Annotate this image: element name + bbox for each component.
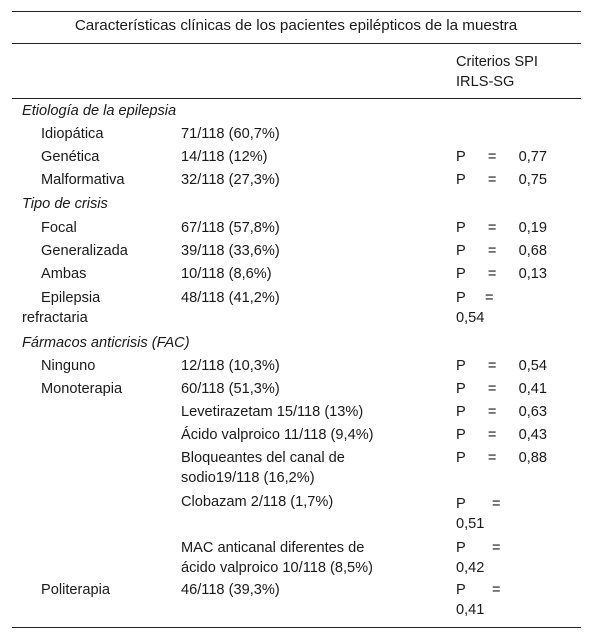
p-eq: = bbox=[492, 540, 501, 556]
row-label: Generalizada bbox=[41, 243, 128, 259]
row-label: Malformativa bbox=[41, 172, 125, 188]
p-value: P = 0,13 bbox=[456, 266, 547, 282]
row-label: Politerapia bbox=[41, 582, 110, 598]
row-label: Ambas bbox=[41, 266, 87, 282]
p-value: P = 0,41 bbox=[456, 381, 547, 397]
row-label: Genética bbox=[41, 149, 100, 165]
row-label: Epilepsia bbox=[41, 290, 101, 306]
row-label: Focal bbox=[41, 220, 77, 236]
row-value: 32/118 (27,3%) bbox=[181, 172, 280, 188]
row-value: 12/118 (10,3%) bbox=[181, 358, 280, 374]
row-value: 67/118 (57,8%) bbox=[181, 220, 280, 236]
row-label: Idiopática bbox=[41, 126, 104, 142]
p-eq: = bbox=[492, 582, 501, 598]
p-num: 0,51 bbox=[456, 516, 485, 532]
row-value: Ácido valproico 11/118 (9,4%) bbox=[181, 427, 374, 443]
row-value: 60/118 (51,3%) bbox=[181, 381, 280, 397]
row-value: MAC anticanal diferentes de bbox=[181, 540, 365, 556]
p-label: P bbox=[456, 496, 466, 512]
row-value: Clobazam 2/118 (1,7%) bbox=[181, 494, 334, 510]
section-tipo: Tipo de crisis bbox=[22, 196, 108, 212]
title-rule bbox=[12, 43, 581, 44]
table-title: Características clínicas de los pacientes epilépticos de la muestra bbox=[74, 17, 518, 34]
row-value-cont: ácido valproico 10/118 (8,5%) bbox=[181, 560, 373, 576]
section-farmacos: Fármacos anticrisis (FAC) bbox=[22, 335, 190, 351]
row-value: 46/118 (39,3%) bbox=[181, 582, 280, 598]
p-num: 0,42 bbox=[456, 560, 485, 576]
row-value: 10/118 (8,6%) bbox=[181, 266, 272, 282]
p-value: P = 0,77 bbox=[456, 149, 547, 165]
p-value: P = 0,19 bbox=[456, 220, 547, 236]
p-value: P = 0,63 bbox=[456, 404, 547, 420]
p-eq: = bbox=[485, 290, 494, 306]
p-value: P = 0,75 bbox=[456, 172, 547, 188]
p-num: 0,41 bbox=[456, 602, 485, 618]
p-value: P = 0,68 bbox=[456, 243, 547, 259]
p-label: P bbox=[456, 290, 466, 306]
row-value: 71/118 (60,7%) bbox=[181, 126, 280, 142]
row-value: Levetirazetam 15/118 (13%) bbox=[181, 404, 364, 420]
p-label: P bbox=[456, 540, 466, 556]
top-rule bbox=[12, 11, 581, 12]
row-value: 39/118 (33,6%) bbox=[181, 243, 280, 259]
p-num: 0,54 bbox=[456, 310, 485, 326]
section-etiologia: Etiología de la epilepsia bbox=[22, 103, 177, 119]
header-criterios: Criterios SPI bbox=[456, 54, 538, 70]
row-label-cont: refractaria bbox=[22, 310, 88, 326]
row-label: Monoterapia bbox=[41, 381, 123, 397]
bottom-rule bbox=[12, 627, 581, 628]
p-value: P = 0,54 bbox=[456, 358, 547, 374]
row-value: 48/118 (41,2%) bbox=[181, 290, 280, 306]
p-label: P bbox=[456, 582, 466, 598]
row-label: Ninguno bbox=[41, 358, 96, 374]
row-value: Bloqueantes del canal de bbox=[181, 450, 345, 466]
p-eq: = bbox=[492, 496, 501, 512]
row-value: 14/118 (12%) bbox=[181, 149, 268, 165]
header-rule bbox=[12, 98, 581, 99]
row-value-cont: sodio19/118 (16,2%) bbox=[181, 470, 315, 486]
header-irls: IRLS-SG bbox=[456, 74, 515, 90]
p-value: P = 0,43 bbox=[456, 427, 547, 443]
p-value: P = 0,88 bbox=[456, 450, 547, 466]
